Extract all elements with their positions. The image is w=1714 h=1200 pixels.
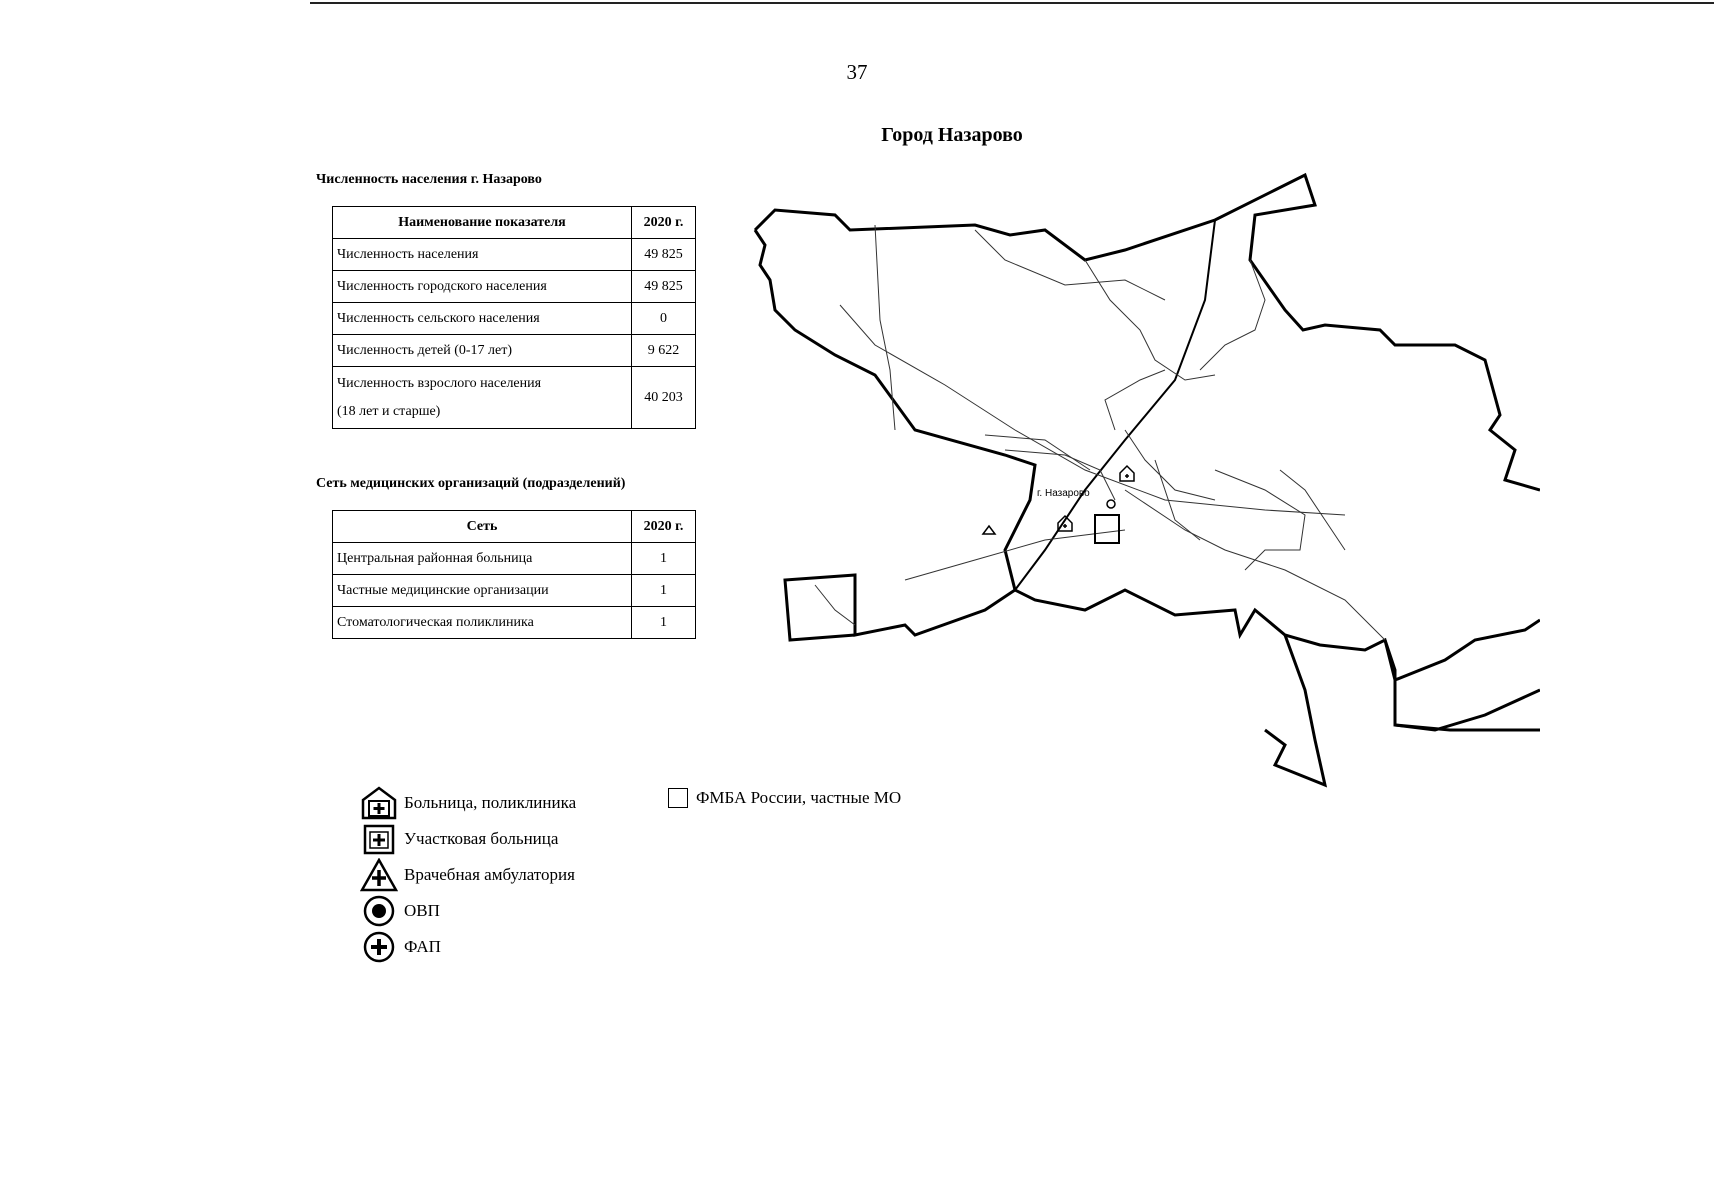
row-value: 40 203 <box>632 367 696 429</box>
legend-label: ФМБА России, частные МО <box>696 788 902 807</box>
legend-label: ФАП <box>404 937 441 956</box>
legend-item <box>360 821 576 857</box>
row-value: 1 <box>632 607 696 639</box>
row-label: Центральная районная больница <box>333 543 632 575</box>
legend-item <box>360 785 576 821</box>
row-value: 9 622 <box>632 335 696 367</box>
network-heading: Сеть медицинских организаций (подразделений) <box>316 476 626 491</box>
legend-item <box>360 857 576 893</box>
ambulatory-icon <box>983 526 995 534</box>
fap-icon <box>360 930 398 964</box>
row-value: 1 <box>632 575 696 607</box>
row-value: 49 825 <box>632 239 696 271</box>
column-header: 2020 г. <box>632 511 696 543</box>
district-hospital-icon <box>360 822 398 856</box>
page-title: Город Назарово <box>881 124 1023 146</box>
table-row <box>333 335 696 367</box>
table-header-row <box>333 207 696 239</box>
top-rule <box>310 2 1714 4</box>
table-row <box>333 239 696 271</box>
city-map <box>745 170 1540 870</box>
row-label-line: Численность взрослого населения <box>337 375 542 391</box>
square-icon <box>1095 515 1119 543</box>
ovp-icon <box>1107 500 1115 508</box>
table-row <box>333 303 696 335</box>
row-value: 0 <box>632 303 696 335</box>
table-row <box>333 271 696 303</box>
row-label: Частные медицинские организации <box>333 575 632 607</box>
map-legend <box>360 785 576 965</box>
city-label-text: г. Назарово <box>1037 488 1090 499</box>
row-label: Численность сельского населения <box>333 303 632 335</box>
table-header-row <box>333 511 696 543</box>
page-number: 37 <box>846 60 868 84</box>
population-heading: Численность населения г. Назарово <box>316 172 542 187</box>
row-label: Стоматологическая поликлиника <box>333 607 632 639</box>
column-header: Сеть <box>333 511 632 543</box>
legend-label: Врачебная амбулатория <box>404 865 575 884</box>
row-label: Численность населения <box>333 239 632 271</box>
legend-item <box>360 893 576 929</box>
hospital-icon <box>360 786 398 820</box>
city-boundary <box>755 175 1540 785</box>
legend-label: ОВП <box>404 901 440 920</box>
legend-label: Участковая больница <box>404 829 559 848</box>
row-label: Численность городского населения <box>333 271 632 303</box>
legend-item <box>360 929 576 965</box>
row-label: Численность детей (0-17 лет) <box>333 335 632 367</box>
column-header: 2020 г. <box>632 207 696 239</box>
population-table <box>332 206 696 429</box>
table-row <box>333 575 696 607</box>
railway <box>1015 220 1215 590</box>
row-label <box>333 367 632 429</box>
ovp-icon <box>360 894 398 928</box>
row-label-line: (18 лет и старше) <box>337 403 441 419</box>
legend-label: Больница, поликлиника <box>404 793 577 812</box>
row-value: 49 825 <box>632 271 696 303</box>
hospital-icon <box>1120 466 1134 481</box>
column-header: Наименование показателя <box>333 207 632 239</box>
table-row <box>333 607 696 639</box>
table-row <box>333 367 696 429</box>
square-icon <box>668 788 688 808</box>
ambulatory-icon <box>360 858 398 892</box>
legend-item-fmba <box>668 788 901 808</box>
network-table <box>332 510 696 639</box>
table-row <box>333 543 696 575</box>
roads <box>815 225 1385 640</box>
row-value: 1 <box>632 543 696 575</box>
